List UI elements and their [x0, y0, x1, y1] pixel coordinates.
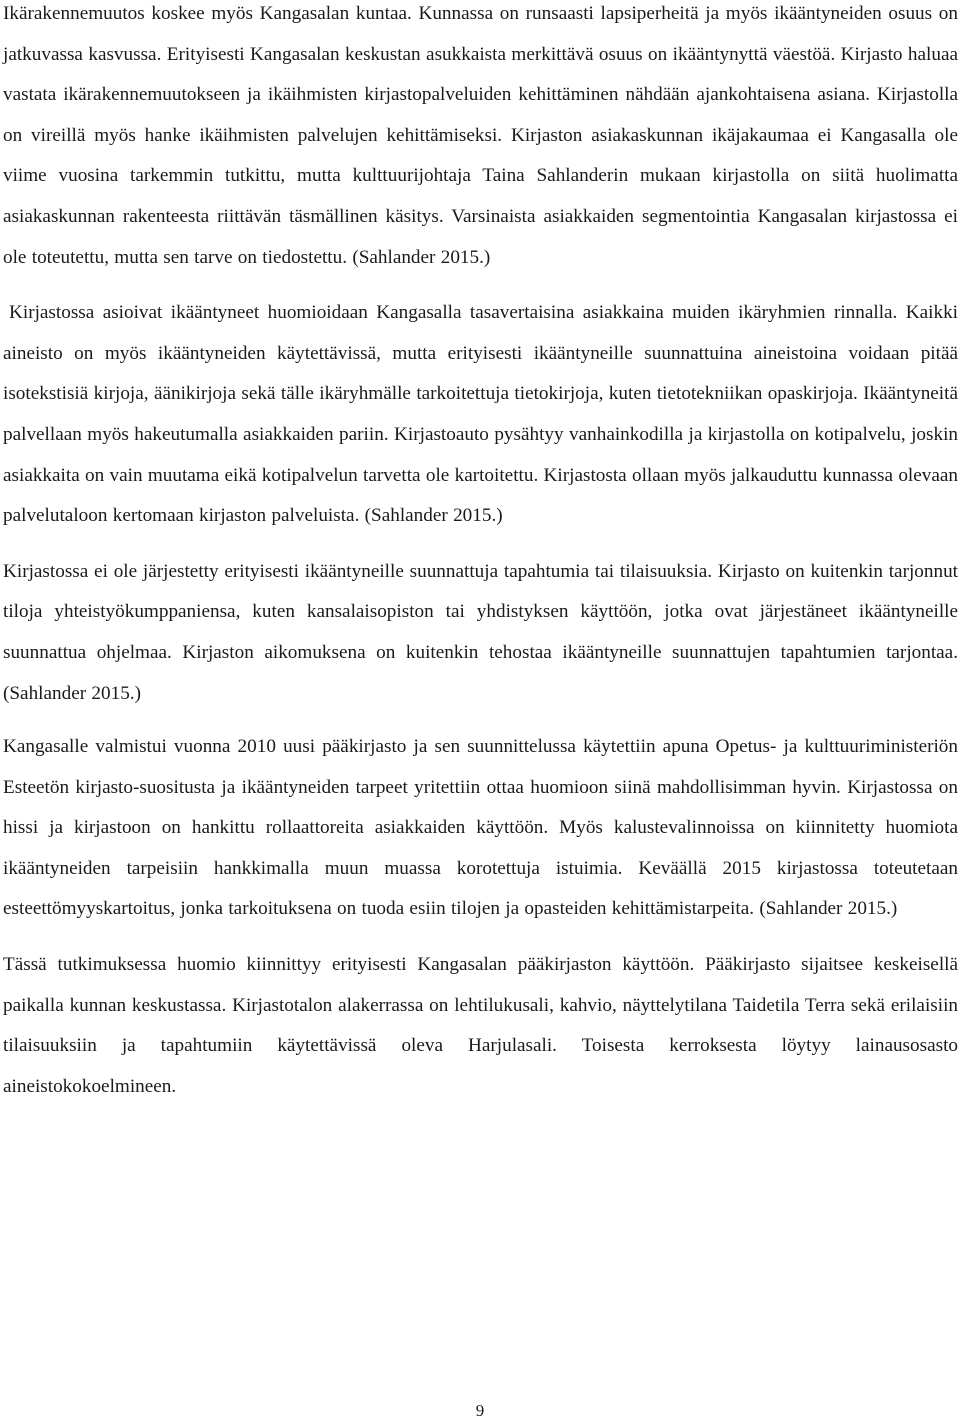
page-number: 9 — [475, 1401, 485, 1420]
paragraph-elderly-services: Kirjastossa asioivat ikääntyneet huomioidaan Kangasalla tasavertaisina asiakkaina muiden ikäryhmien rinnalla. Kaikki aineisto on myös ikääntyneiden käytettävissä, mutta erityisesti ikääntyneille suunnattuina aineistoina voidaan pitää isotekstisiä kirjoja, äänikirjoja sekä tälle ikäryhmälle tarkoitettuja tietokirjoja, kuten tietotekniikan opaskirjoja. Ikääntyneitä palvellaan myös hakeutumalla asiakkaiden pariin. Kirjastoauto pysähtyy vanhainkodilla ja kirjastolla on kotipalvelu, joskin asiakkaita on vain muutama eikä kotipalvelun tarvetta ole kartoitettu. Kirjastosta ollaan myös jalkauduttu kunnassa olevaan palvelutaloon kertomaan kirjaston palveluista. (Sahlander 2015.) — [3, 302, 958, 527]
paragraph-elderly-population: Ikärakennemuutos koskee myös Kangasalan kuntaa. Kunnassa on runsaasti lapsiperheitä ja myös ikääntyneiden osuus on jatkuvassa kasvussa. Erityisesti Kangasalan keskustan asukkaista merkittävä osuus on ikääntynyttä väestöä. Kirjasto haluaa vastata ikärakennemuutokseen ja ikäihmisten kirjastopalveluiden kehittäminen nähdään ajankohtaisena asiana. Kirjastolla on vireillä myös hanke ikäihmisten palvelujen kehittämiseksi. Kirjaston asiakaskunnan ikäjakaumaa ei Kangasalla ole viime vuosina tarkemmin tutkittu, mutta kulttuurijohtaja Taina Sahlanderin mukaan kirjastolla on siitä huolimatta asiakaskunnan rakenteesta riittävän täsmällinen käsitys. Varsinaista asiakkaiden segmentointia Kangasalan kirjastossa ei ole toteutettu, mutta sen tarve on tiedostettu. (Sahlander 2015.) — [3, 3, 958, 268]
paragraph-accessibility: Kangasalle valmistui vuonna 2010 uusi pääkirjasto ja sen suunnittelussa käytettiin apuna Opetus- ja kulttuuriministeriön Esteetön kirjasto-suositusta ja ikääntyneiden tarpeet yritettiin ottaa huomioon siinä mahdollisimman hyvin. Kirjastossa on hissi ja kirjastoon on hankittu rollaattoreita asiakkaiden käyttöön. Myös kalustevalinnoissa on kiinnitetty huomiota ikääntyneiden tarpeisiin hankkimalla muun muassa korotettuja istuimia. Keväällä 2015 kirjastossa toteutetaan esteettömyyskartoitus, jonka tarkoituksena on tuoda esiin tilojen ja opasteiden kehittämistarpeita. (Sahlander 2015.) — [3, 736, 958, 920]
body-text — [3, 0, 958, 1107]
paragraph-main-library: Tässä tutkimuksessa huomio kiinnittyy erityisesti Kangasalan pääkirjaston käyttöön. Pääkirjasto sijaitsee keskeisellä paikalla kunnan keskustassa. Kirjastotalon alakerrassa on lehtilukusali, kahvio, näyttelytilana Taidetila Terra sekä erilaisiin tilaisuuksiin ja tapahtumiin käytettävissä oleva Harjulasali. Toisesta kerroksesta löytyy lainausosasto aineistokokoelmineen. — [3, 954, 958, 1097]
paragraph-events: Kirjastossa ei ole järjestetty erityisesti ikääntyneille suunnattuja tapahtumia tai tilaisuuksia. Kirjasto on kuitenkin tarjonnut tiloja yhteistyökumppaniensa, kuten kansalaisopiston tai yhdistyksen käyttöön, jotka ovat järjestäneet ikääntyneille suunnattua ohjelmaa. Kirjaston aikomuksena on kuitenkin tehostaa ikääntyneille suunnattujen tapahtumien tarjontaa. (Sahlander 2015.) — [3, 560, 958, 704]
